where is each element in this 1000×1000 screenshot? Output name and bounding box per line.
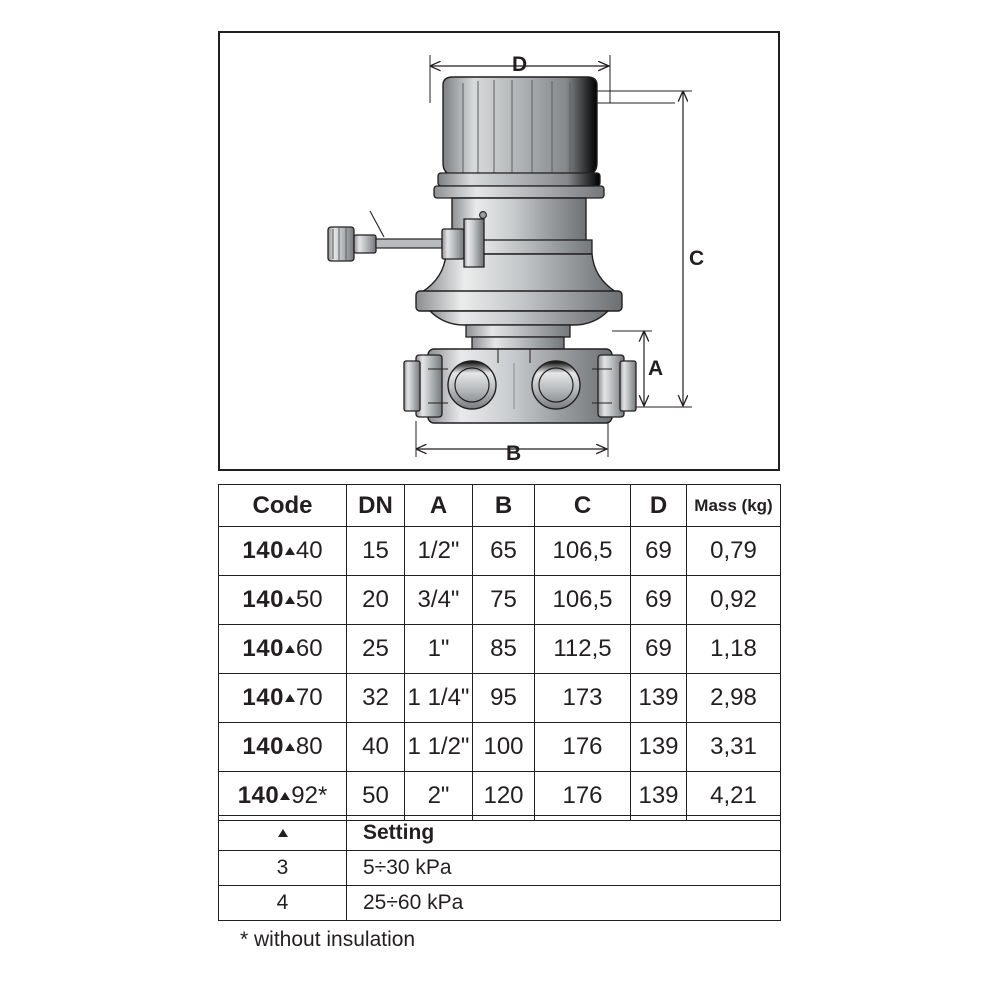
header-code: Code xyxy=(219,485,347,527)
cell-c: 106,5 xyxy=(535,576,631,625)
cell-c: 112,5 xyxy=(535,625,631,674)
setting-key: 4 xyxy=(219,886,347,921)
cell-c: 176 xyxy=(535,723,631,772)
setting-row xyxy=(219,851,781,886)
setting-triangle-cell xyxy=(219,816,347,851)
cell-d: 69 xyxy=(631,576,687,625)
cell-code: 140 92* xyxy=(219,772,347,821)
cell-a: 3/4" xyxy=(405,576,473,625)
cell-d: 69 xyxy=(631,625,687,674)
cell-b: 75 xyxy=(473,576,535,625)
triangle-icon xyxy=(285,743,295,751)
cell-b: 95 xyxy=(473,674,535,723)
setting-value: 25÷60 kPa xyxy=(347,886,781,921)
cell-mass: 1,18 xyxy=(687,625,781,674)
cell-a: 2" xyxy=(405,772,473,821)
table-row xyxy=(219,625,781,674)
header-d: D xyxy=(631,485,687,527)
cell-c: 173 xyxy=(535,674,631,723)
triangle-icon xyxy=(278,829,288,837)
cell-c: 176 xyxy=(535,772,631,821)
cell-d: 139 xyxy=(631,772,687,821)
dimension-label-b: B xyxy=(506,442,522,465)
setting-value: 5÷30 kPa xyxy=(347,851,781,886)
dimension-label-a: A xyxy=(648,357,664,380)
cell-d: 69 xyxy=(631,527,687,576)
cell-mass: 3,31 xyxy=(687,723,781,772)
table-row xyxy=(219,772,781,821)
dimension-label-c: C xyxy=(689,247,705,270)
product-drawing-panel xyxy=(218,31,780,471)
cell-b: 120 xyxy=(473,772,535,821)
cell-mass: 2,98 xyxy=(687,674,781,723)
triangle-icon xyxy=(285,645,295,653)
triangle-icon xyxy=(280,792,290,800)
cell-dn: 25 xyxy=(347,625,405,674)
cell-code: 140 40 xyxy=(219,527,347,576)
triangle-icon xyxy=(285,694,295,702)
header-c: C xyxy=(535,485,631,527)
table-row xyxy=(219,723,781,772)
cell-b: 65 xyxy=(473,527,535,576)
triangle-icon xyxy=(285,547,295,555)
table-row xyxy=(219,576,781,625)
cell-b: 100 xyxy=(473,723,535,772)
cell-a: 1/2" xyxy=(405,527,473,576)
cell-dn: 15 xyxy=(347,527,405,576)
setting-table xyxy=(218,815,781,921)
cell-dn: 20 xyxy=(347,576,405,625)
cell-d: 139 xyxy=(631,723,687,772)
header-dn: DN xyxy=(347,485,405,527)
cell-mass: 0,79 xyxy=(687,527,781,576)
cell-code: 140 80 xyxy=(219,723,347,772)
table-row xyxy=(219,527,781,576)
cell-mass: 0,92 xyxy=(687,576,781,625)
triangle-icon xyxy=(285,596,295,604)
setting-key: 3 xyxy=(219,851,347,886)
table-row xyxy=(219,674,781,723)
footnote-text: * without insulation xyxy=(240,928,416,951)
header-b: B xyxy=(473,485,535,527)
cell-dn: 50 xyxy=(347,772,405,821)
cell-mass: 4,21 xyxy=(687,772,781,821)
setting-header-label: Setting xyxy=(347,816,781,851)
setting-row xyxy=(219,886,781,921)
cell-c: 106,5 xyxy=(535,527,631,576)
cell-code: 140 60 xyxy=(219,625,347,674)
cell-a: 1 1/2" xyxy=(405,723,473,772)
setting-header-row xyxy=(219,816,781,851)
cell-d: 139 xyxy=(631,674,687,723)
header-mass: Mass (kg) xyxy=(687,485,781,527)
cell-a: 1 1/4" xyxy=(405,674,473,723)
cell-dn: 32 xyxy=(347,674,405,723)
header-a: A xyxy=(405,485,473,527)
cell-b: 85 xyxy=(473,625,535,674)
table-header-row xyxy=(219,485,781,527)
dimensions-table xyxy=(218,484,781,821)
cell-a: 1" xyxy=(405,625,473,674)
cell-code: 140 70 xyxy=(219,674,347,723)
cell-dn: 40 xyxy=(347,723,405,772)
cell-code: 140 50 xyxy=(219,576,347,625)
dimension-label-d: D xyxy=(512,53,528,76)
